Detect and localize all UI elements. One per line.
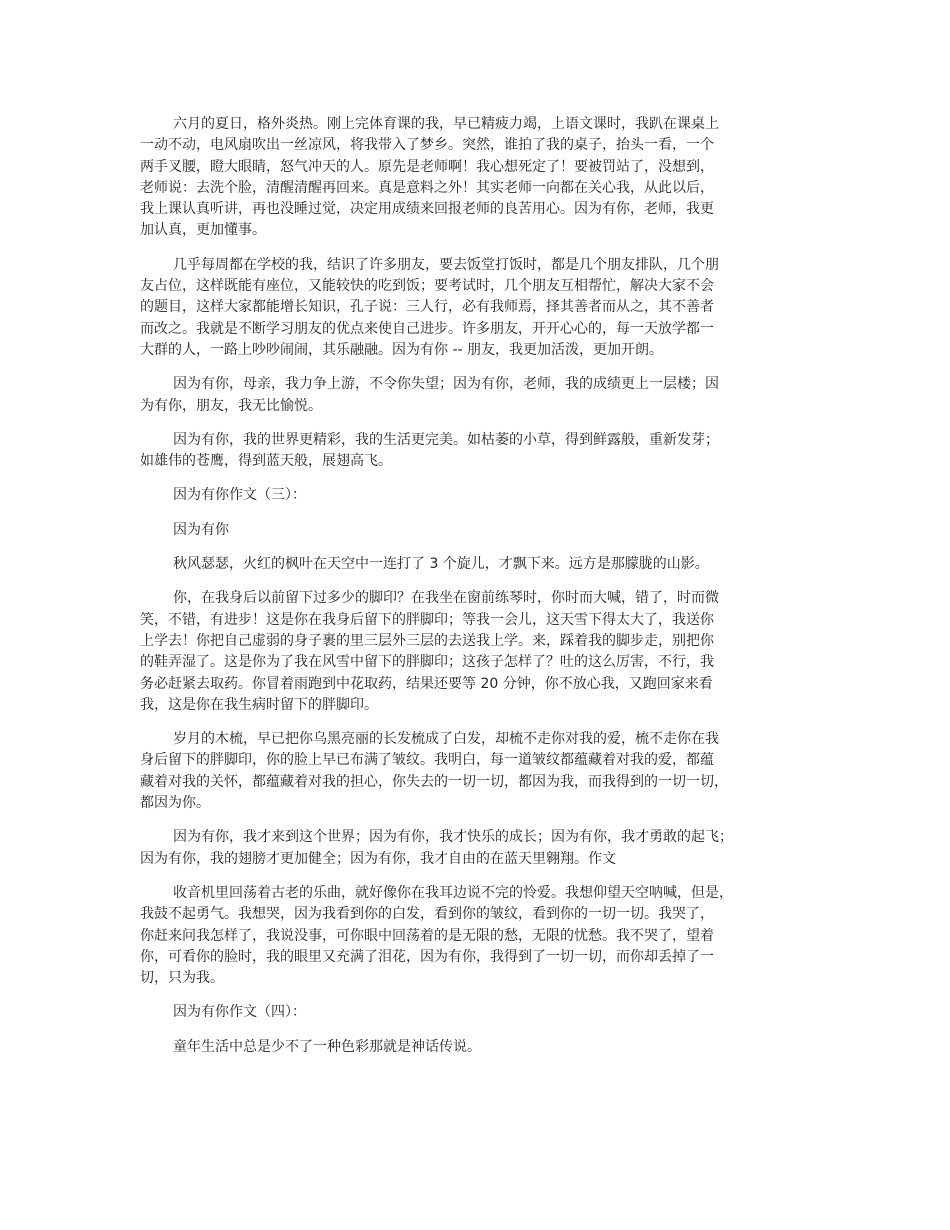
text-line: 岁月的木梳，早已把你乌黑亮丽的长发梳成了白发，却梳不走你对我的爱，梳不走你在我 [173, 731, 719, 748]
text-line: 老师说：去洗个脸，清醒清醒再回来。真是意料之外！其实老师一向都在关心我，从此以后， [140, 179, 714, 196]
text-line: 你赶来问我怎样了，我说没事，可你眼中回荡着的是无限的愁，无限的忧愁。我不哭了，望着 [140, 927, 714, 944]
text-line: 藏着对我的关怀，都蕴藏着对我的担心，你失去的一切一切，都因为我，而我得到的一切一切， [140, 773, 728, 790]
paragraph [140, 255, 780, 361]
text-line: 因为有你，我的世界更精彩，我的生活更完美。如枯萎的小草，得到鲜露般，重新发芽； [173, 431, 719, 448]
text-line: 我鼓不起勇气。我想哭，因为我看到你的白发，看到你的皱纹，看到你的一切一切。我哭了， [140, 906, 714, 923]
text-line: 大群的人，一路上吵吵闹闹，其乐融融。因为有你 -- 朋友，我更加活泼，更加开朗。 [140, 341, 664, 358]
paragraph [140, 729, 780, 814]
text-line: 因为有你 [173, 521, 229, 538]
paragraph [140, 114, 780, 242]
text-line: 你，可看你的脸时，我的眼里又充满了泪花，因为有你，我得到了一切一切，而你却丢掉了一 [140, 948, 714, 965]
text-line: 你，在我身后以前留下过多少的脚印？在我坐在窗前练琴时，你时而大喊，错了，时而微 [173, 590, 719, 607]
paragraph [140, 554, 780, 575]
paragraph [140, 1037, 780, 1058]
text-line: 身后留下的胖脚印，你的脸上早已布满了皱纹。我明白，每一道皱纹都蕴藏着对我的爱，都蕴 [140, 752, 714, 769]
paragraph [140, 430, 780, 473]
text-line: 六月的夏日，格外炎热。刚上完体育课的我，早已精疲力竭，上语文课时，我趴在课桌上 [173, 116, 719, 132]
text-line: 收音机里回荡着古老的乐曲，就好像你在我耳边说不完的怜爱。我想仰望天空呐喊，但是， [173, 884, 733, 901]
section-heading [140, 485, 780, 506]
text-line: 如雄伟的苍鹰，得到蓝天般，展翅高飞。 [140, 453, 392, 470]
text-line: 我上课认真听讲，再也没睡过觉，决定用成绩来回报老师的良苦用心。因为有你，老师，我更 [140, 201, 714, 218]
text-line: 友占位，这样既能有座位，又能较快的吃到饭；要考试时，几个朋友互相帮忙，解决大家不会 [140, 278, 714, 295]
text-line: 上学去！你把自己虚弱的身子裹的里三层外三层的去送我上学。来，踩着我的脚步走，别把你 [140, 632, 714, 649]
text-line: 因为有你，我才来到这个世界；因为有你，我才快乐的成长；因为有你，我才勇敢的起飞； [173, 829, 733, 846]
text-line: 加认真，更加懂事。 [140, 222, 266, 239]
text-line: 切，只为我。 [140, 970, 224, 987]
text-line: 务必赶紧去取药。你冒着雨跑到中花取药，结果还要等 20 分钟，你不放心我，又跑回家来看 [140, 675, 713, 692]
paragraph [140, 883, 780, 989]
section-heading [140, 1002, 780, 1023]
text-line: 几乎每周都在学校的我，结识了许多朋友，要去饭堂打饭时，都是几个朋友排队，几个朋 [173, 256, 719, 273]
essay-title [140, 520, 780, 541]
paragraph [140, 588, 780, 716]
paragraph [140, 827, 780, 870]
paragraph [140, 374, 780, 417]
document-body [140, 114, 780, 1071]
text-line: 因为有你，母亲，我力争上游，不令你失望；因为有你，老师，我的成绩更上一层楼；因 [173, 376, 719, 393]
text-line: 因为有你作文（三）： [173, 487, 306, 504]
text-line: 童年生活中总是少不了一种色彩那就是神话传说。 [173, 1038, 481, 1055]
text-line: 我，这是你在我生病时留下的胖脚印。 [140, 696, 378, 713]
text-line: 的题目，这样大家都能增长知识，孔子说：三人行，必有我师焉，择其善者而从之，其不善者 [140, 299, 714, 316]
text-line: 一动不动，电风扇吹出一丝凉风，将我带入了梦乡。突然，谁拍了我的桌子，抬头一看，一个 [140, 137, 714, 154]
text-line: 为有你，朋友，我无比愉悦。 [140, 397, 322, 414]
text-line: 而改之。我就是不断学习朋友的优点来使自己进步。许多朋友，开开心心的，每一天放学都一 [140, 320, 714, 337]
text-line: 因为有你，我的翅膀才更加健全；因为有你，我才自由的在蓝天里翱翔。作文 [140, 850, 616, 867]
text-line: 都因为你。 [140, 795, 210, 812]
text-line: 两手叉腰，瞪大眼睛，怒气冲天的人。原先是老师啊！我心想死定了！要被罚站了，没想到， [140, 158, 714, 175]
text-line: 笑，不错，有进步！这是你在我身后留下的胖脚印；等我一会儿，这天雪下得太大了，我送你 [140, 611, 714, 628]
text-line: 秋风瑟瑟，火红的枫叶在天空中一连打了 3 个旋儿，才飘下来。远方是那朦胧的山影。 [173, 556, 709, 573]
text-line: 因为有你作文（四）： [173, 1004, 306, 1021]
text-line: 的鞋弄湿了。这是你为了我在风雪中留下的胖脚印；这孩子怎样了？吐的这么厉害，不行，我 [140, 654, 714, 671]
